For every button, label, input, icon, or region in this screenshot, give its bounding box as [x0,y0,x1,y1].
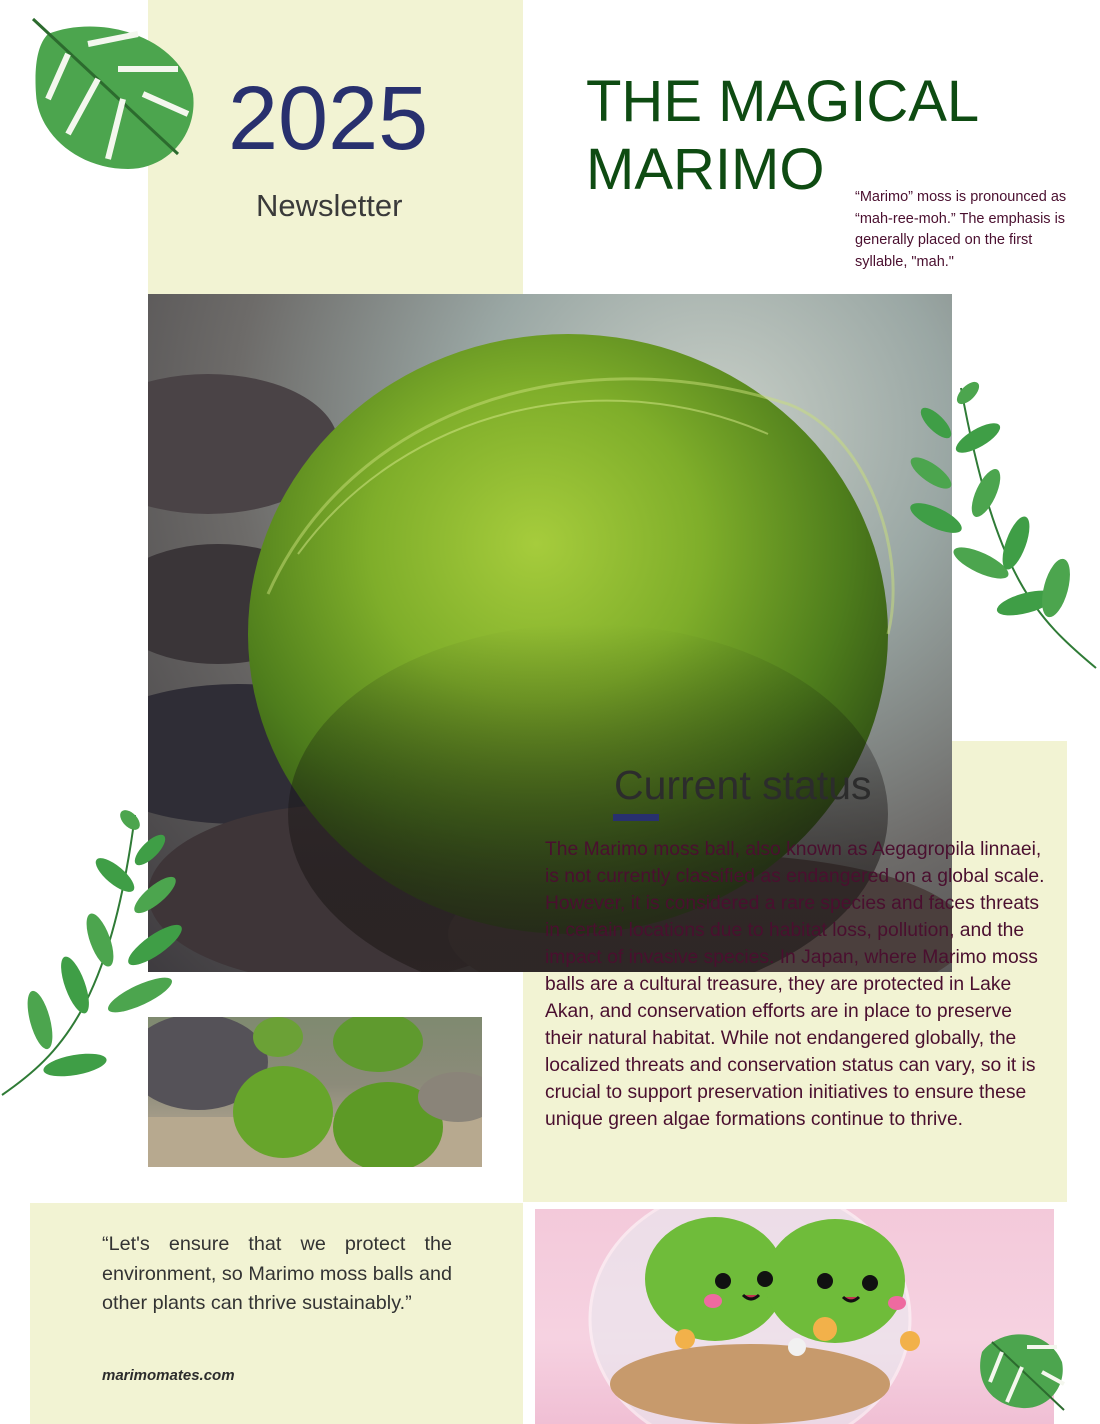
quote-text: “Let's ensure that we protect the environment, so Marimo moss balls and other plants can thrive sustainably.” [102,1233,452,1314]
moss-balls-photo [148,1017,482,1167]
title-line-2: MARIMO [586,137,825,202]
title-line-1: THE MAGICAL [586,69,980,134]
website-link[interactable]: marimomates.com [102,1367,235,1384]
heading-underline [613,814,659,821]
year-heading: 2025 [228,69,429,169]
status-heading: Current status [614,762,872,808]
status-body: The Marimo moss ball, also known as Aegagropila linnaei, is not currently classified as endangered on a global scale. However, it is considered a rare species and faces threats in certain locations due to habitat loss, pollution, and the impact of invasive species. In Japan, where Marimo moss balls are a cultural treasure, they are protected in Lake Akan, and conservation efforts are in place to preserve their natural habitat. While not endangered globally, the localized threats and conservation status can vary, so it is crucial to support preservation initiatives to ensure these unique green algae formations continue to thrive. [545,839,1045,1130]
newsletter-label: Newsletter [256,188,403,223]
moss-balls-art [148,1017,482,1167]
page-title [586,68,986,204]
monstera-leaf-icon [28,14,200,174]
fern-branch-icon [0,805,190,1100]
monstera-leaf-icon [972,1322,1068,1412]
pronunciation-note: “Marimo” moss is pronounced as “mah-ree-moh.” The emphasis is generally placed on the first syllable, "mah." [855,189,1067,270]
fern-branch-icon [906,378,1100,672]
